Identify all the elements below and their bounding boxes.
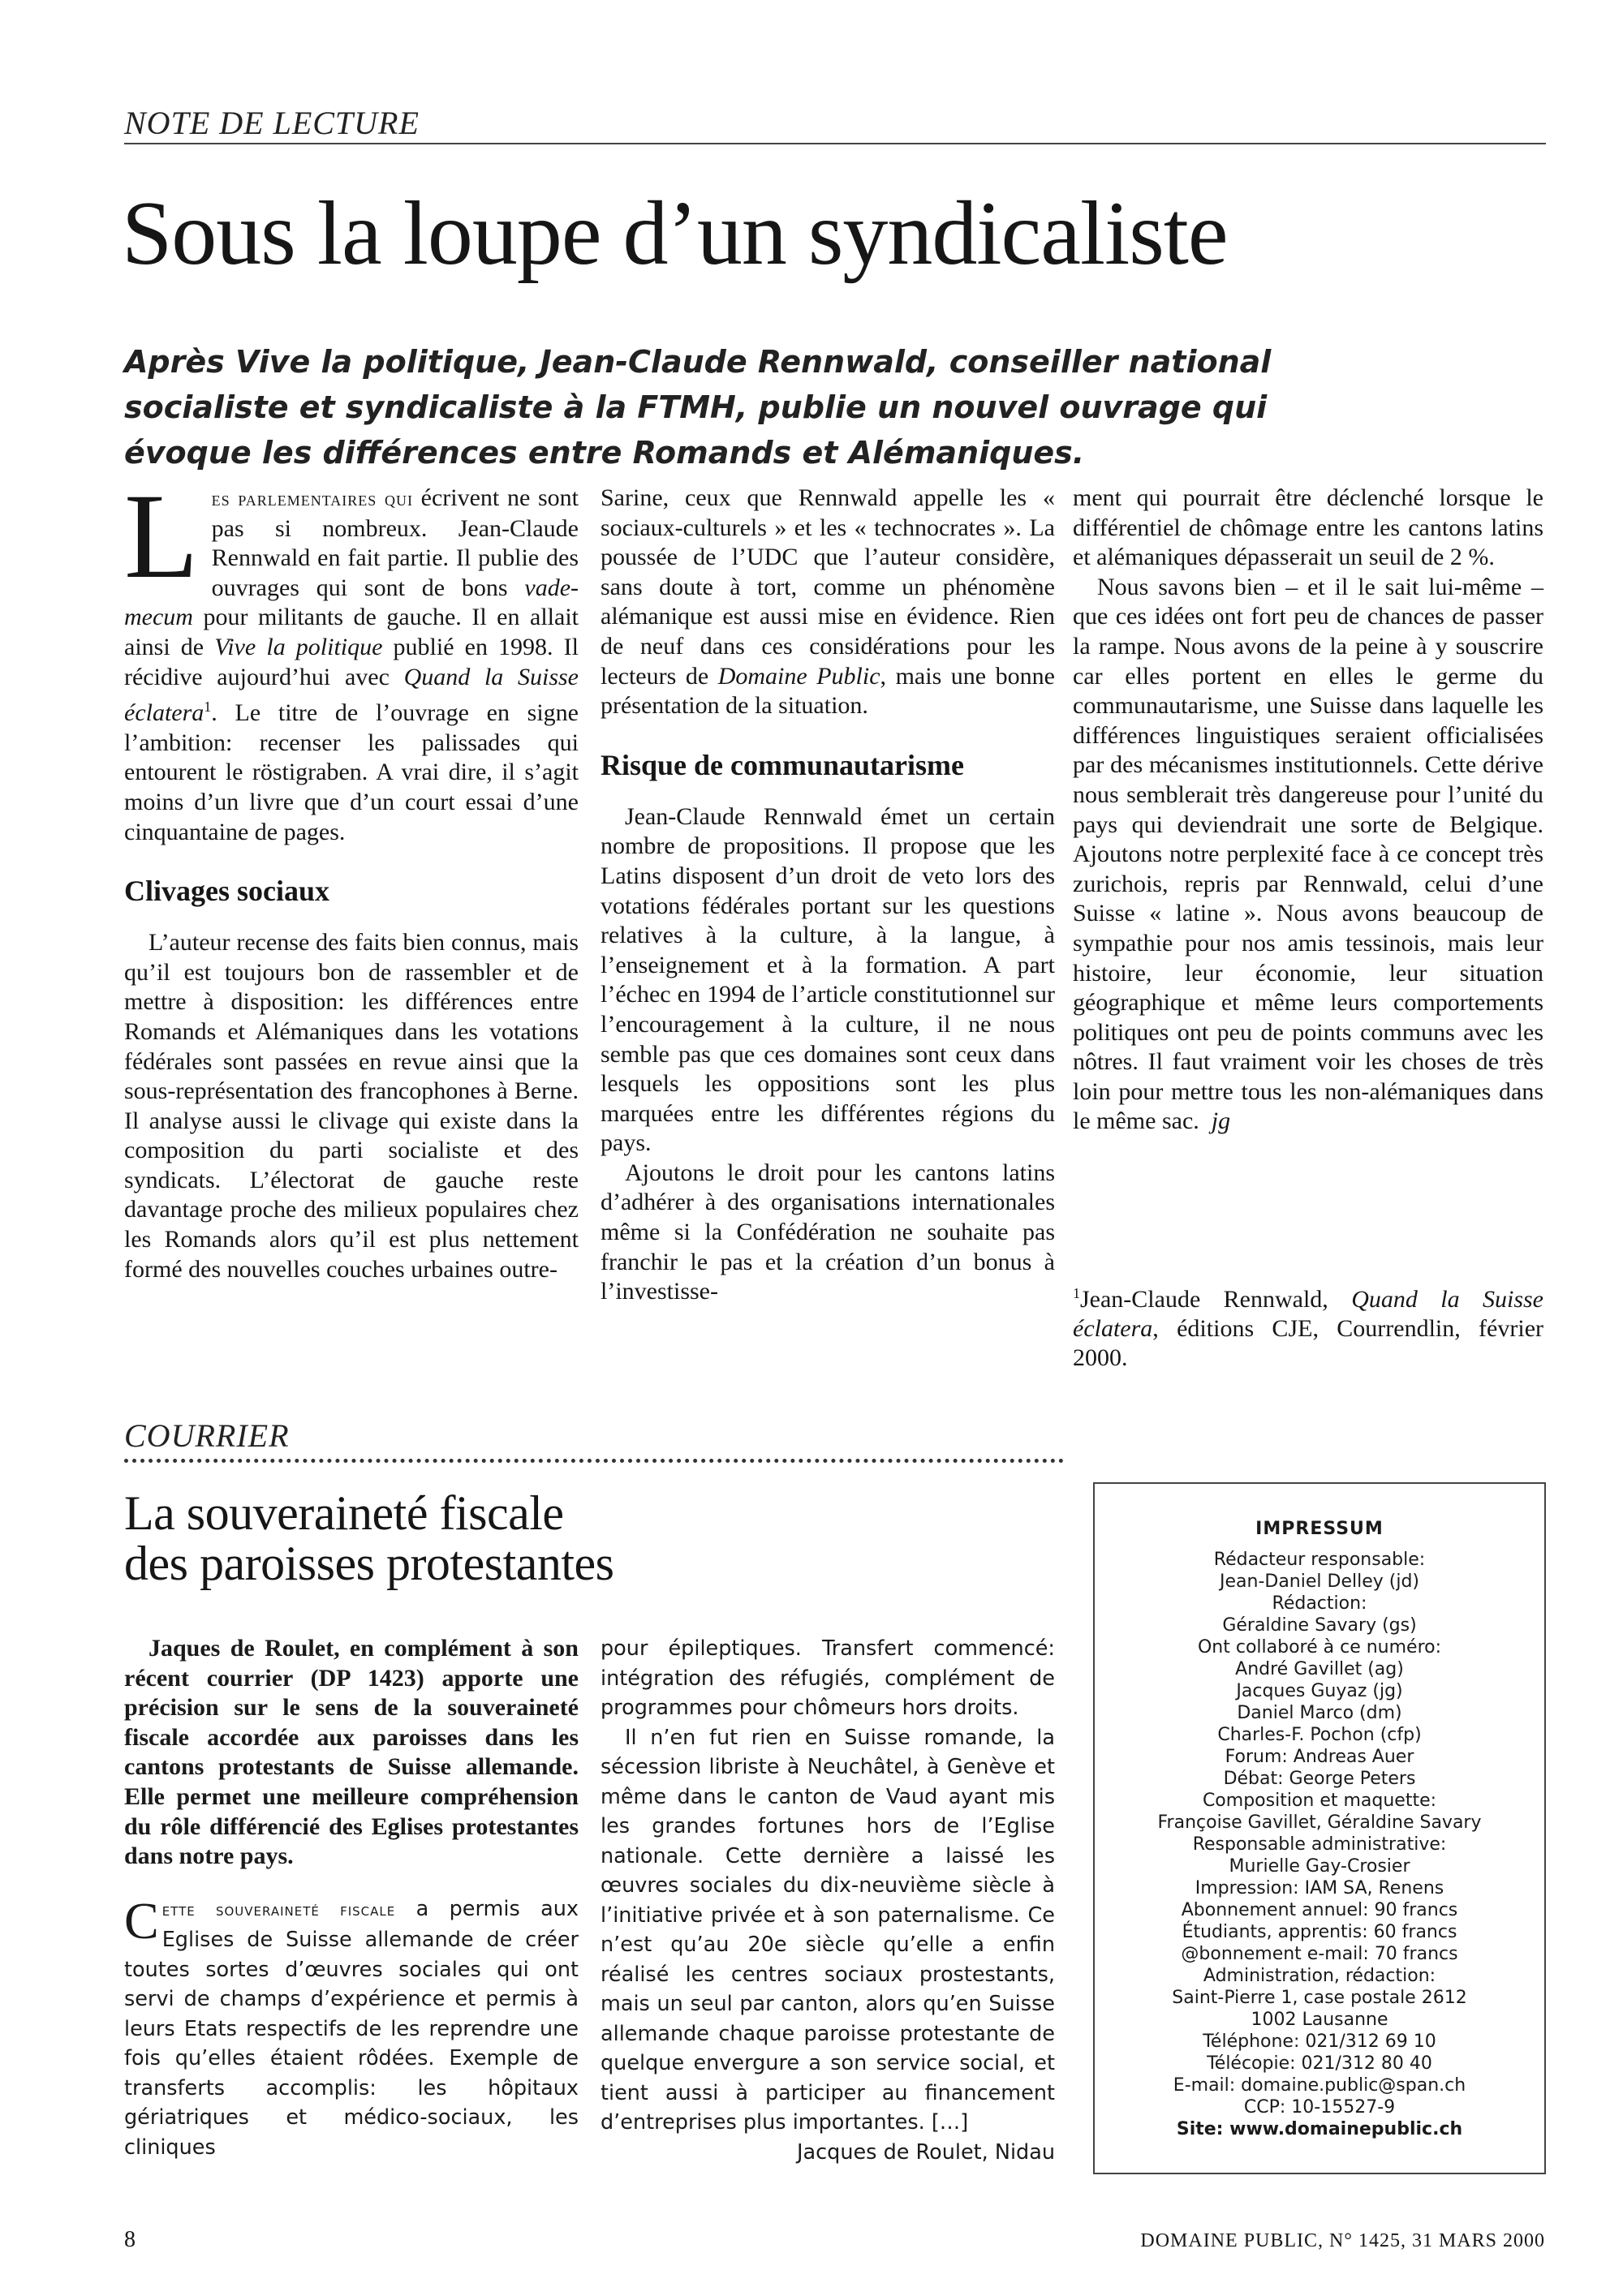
courrier-title [124, 1488, 614, 1589]
drop-cap: L [124, 469, 199, 604]
impressum-line: Administration, rédaction: [1203, 1966, 1436, 1986]
text: publié en 1998. Il récidive aujourd’hui avec [124, 633, 579, 690]
footnote [1073, 1279, 1543, 1373]
subheading-communautarisme: Risque de communautarisme [601, 748, 964, 781]
signature: Jacques de Roulet, Nidau [796, 2139, 1055, 2165]
paragraph: ment qui pourrait être déclenché lorsque le différentiel de chômage entre les cantons latins et alémaniques dépasserait un seuil de 2 %. [1073, 484, 1543, 571]
paragraph: Il n’en fut rien en Suisse romande, la sécession libriste à Neuchâtel, à Genève et même dans le canton de Vaud ayant mis les grandes fortunes hors de l’Eglise nationale. Cette dernière a laissé les œuvres sociales du dix-neuvième siècle à l’initiative privée et à son paternalisme. Ce n’est qu’au 20e siècle qu’elle a enfin réalisé les centres sociaux prostestants, mais un seul par canton, alors qu’en Suisse allemande chaque paroisse protestante de quelque envergure a son service social, et tient aussi à participer au financement d’entreprises plus importantes. […] [601, 1725, 1055, 2135]
courrier-kicker: COURRIER [124, 1417, 290, 1454]
impressum-line: Forum: Andreas Auer [1225, 1747, 1414, 1767]
text: , mais une bonne présentation de la situation. [601, 662, 1055, 720]
courrier-column-1 [124, 1634, 579, 2162]
impressum-line: Saint-Pierre 1, case postale 2612 [1172, 1988, 1467, 2008]
article-column-1 [124, 469, 579, 1284]
text: pour militants de gauche. Il en allait ainsi de [124, 604, 579, 660]
impressum-line: CCP: 10-15527-9 [1243, 2097, 1396, 2118]
impressum-line: Rédaction: [1272, 1593, 1367, 1614]
impressum-heading: IMPRESSUM [1255, 1519, 1384, 1539]
paragraph [124, 1891, 579, 2163]
emphasis: Quand la Suisse éclatera [124, 663, 579, 727]
article-title: Sous la loupe d’un syndicaliste [122, 183, 1228, 284]
paragraph [1073, 573, 1543, 1137]
section-rule [124, 143, 1546, 144]
title-line: La souveraineté fiscale [124, 1486, 564, 1540]
issue-line: DOMAINE PUBLIC, N° 1425, 31 MARS 2000 [1140, 2230, 1545, 2251]
impressum-line: Débat: George Peters [1223, 1769, 1416, 1789]
subheading-clivages: Clivages sociaux [124, 875, 330, 908]
impressum-line: Françoise Gavillet, Géraldine Savary [1157, 1812, 1482, 1833]
emphasis: Vive la politique [214, 633, 383, 660]
impressum-line: Abonnement annuel: 90 francs [1181, 1900, 1458, 1920]
impressum-line: Charles-F. Pochon (cfp) [1217, 1725, 1422, 1745]
text: Nous savons bien – et il le sait lui-même – que ces idées ont fort peu de chances de passer la rampe. Nous avons de la peine à y souscrire car elles portent en elles le germe du communautarisme, une Suisse dans laquelle les différences linguistiques seraient officialisées par des mécanismes institutionnels. Cette dérive nous semblerait très dangereuse pour l’unité du pays qui deviendrait une sorte de Belgique. Ajoutons notre perplexité face à ce concept très zurichois, repris par Rennwald, celui d’une Suisse « latine ». Nous avons beaucoup de sympathie pour nos amis tessinois, mais leur histoire, leur économie, leur situation géographique et même leurs comportements politiques ont peu de points communs avec les nôtres. Il faut vraiment voir les choses de très loin pour mettre tous les non-alémaniques dans le même sac. [1073, 573, 1543, 1135]
impressum-lines [1095, 1549, 1544, 2118]
emphasis: Domaine Public [717, 662, 880, 690]
paragraph [601, 484, 1055, 721]
article-column-3 [1073, 484, 1543, 1137]
text: , éditions CJE, Courrendlin, février 2000. [1073, 1315, 1543, 1371]
paragraph: Ajoutons le droit pour les cantons latins d’adhérer à des organisations internationales même si la Confédération ne souhaite pas franchir le pas et la création d’un bonus à l’investisse- [601, 1159, 1055, 1305]
small-caps-intro: es parlementaires qui [211, 487, 413, 510]
courrier-chapo: Jaques de Roulet, en complément à son récent courrier (DP 1423) apporte une précision sur le sens de la souveraineté fiscale accordée aux paroisses dans les cantons protestants de Suisse allemande. Elle permet une meilleure compréhension du rôle différencié des Eglises protestantes dans notre pays. [124, 1635, 579, 1870]
impressum-line: Composition et maquette: [1202, 1791, 1437, 1811]
courrier-column-2 [601, 1634, 1055, 2167]
emphasis: Quand la Suisse éclatera [1073, 1286, 1543, 1342]
paragraph: Jean-Claude Rennwald émet un certain nombre de propositions. Il propose que les Latins disposent d’un droit de veto lors des votations fédérales portant sur les questions relatives à la culture, à la langue, à l’enseignement et à la formation. A part l’échec en 1994 de l’article constitutionnel sur l’encouragement à la culture, il ne nous semble pas que ces domaines sont ceux dans lesquels les oppositions sont les plus marquées entre les différentes régions du pays. [601, 802, 1055, 1157]
impressum-line: E-mail: domaine.public@span.ch [1173, 2075, 1466, 2096]
emphasis: vade-mecum [124, 574, 579, 631]
impressum-line: Géraldine Savary (gs) [1222, 1615, 1417, 1636]
paragraph: pour épileptiques. Transfert commencé: intégration des réfugiés, complément de programmes pour chômeurs hors droits. [601, 1636, 1055, 1720]
impressum-line: Jean-Daniel Delley (jd) [1220, 1572, 1419, 1592]
impressum-line: Télécopie: 021/312 80 40 [1207, 2053, 1432, 2074]
impressum-box [1093, 1482, 1546, 2174]
page-number: 8 [124, 2227, 136, 2252]
text: écrivent ne sont pas si nombreux. Jean-Claude Rennwald en fait partie. Il publie des ouvrages qui sont de bons [211, 484, 579, 601]
impressum-line: @bonnement e-mail: 70 francs [1181, 1944, 1458, 1964]
dotted-rule [124, 1459, 1064, 1463]
impressum-line: Rédacteur responsable: [1213, 1550, 1426, 1570]
article-column-2 [601, 484, 1055, 1307]
footnote-number: 1 [1073, 1285, 1080, 1301]
impressum-line: Étudiants, apprentis: 60 francs [1182, 1922, 1457, 1942]
impressum-line: 1002 Lausanne [1251, 2010, 1388, 2030]
impressum-line: Murielle Gay-Crosier [1229, 1856, 1410, 1877]
paragraph: L’auteur recense des faits bien connus, mais qu’il est toujours bon de rassembler et de mettre à disposition: les différences entre Romands et Alémaniques dans les votations fédérales sont passées en revue ainsi que la sous-représentation des francophones à Berne. Il analyse aussi le clivage qui existe dans la composition du parti socialiste et des syndicats. L’électorat de gauche reste davantage proche des milieux populaires chez les Romands alors qu’il est plus nettement formé des nouvelles couches urbaines outre- [124, 929, 579, 1283]
impressum-line: Responsable administrative: [1192, 1834, 1447, 1855]
text: . Le titre de l’ouvrage en signe l’ambition: recenser les palissades qui entourent le röstigraben. A vrai dire, il s’agit moins d’un livre que d’un court essai d’une cinquantaine de pages. [124, 699, 579, 845]
section-kicker: NOTE DE LECTURE [124, 105, 420, 141]
small-caps-intro: ette souveraineté fiscale [161, 1899, 396, 1920]
impressum-site-link[interactable]: Site: www.domainepublic.ch [1176, 2119, 1463, 2139]
article-lead: Après Vive la politique, Jean-Claude Rennwald, conseiller national socialiste et syndicaliste à la FTMH, publie un nouvel ouvrage qui évoque les différences entre Romands et Alémaniques. [124, 344, 1272, 471]
impressum-line: Ont collaboré à ce numéro: [1197, 1637, 1442, 1658]
drop-cap: C [124, 1891, 159, 1950]
impressum-line: Impression: IAM SA, Renens [1195, 1878, 1444, 1898]
text: Sarine, ceux que Rennwald appelle les « sociaux-culturels » et les « technocrates ». La poussée de l’UDC que l’auteur considère, sans doute à tort, comme un phénomène alémanique est aussi mise en évidence. Rien de neuf dans ces considérations pour les lecteurs de [601, 484, 1055, 690]
impressum-line: Jacques Guyaz (jg) [1236, 1681, 1403, 1701]
impressum-line: Daniel Marco (dm) [1237, 1703, 1402, 1723]
title-line: des paroisses protestantes [124, 1537, 614, 1590]
footnote-ref[interactable]: 1 [204, 699, 212, 716]
text: a permis aux Eglises de Suisse allemande de créer toutes sortes d’œuvres sociales qui ont servi de champs d’expérience et permis à leurs Etats respectifs de les reprendre une fois qu’elles étaient rôdées. Exemple de transferts accomplis: les hôpitaux gériatriques et médico-sociaux, les cliniques [124, 1896, 579, 2160]
paragraph [124, 469, 579, 847]
impressum-line: André Gavillet (ag) [1235, 1659, 1404, 1679]
author-initials: jg [1211, 1107, 1231, 1135]
impressum-line: Téléphone: 021/312 69 10 [1203, 2032, 1436, 2052]
text: Jean-Claude Rennwald, [1080, 1286, 1352, 1313]
